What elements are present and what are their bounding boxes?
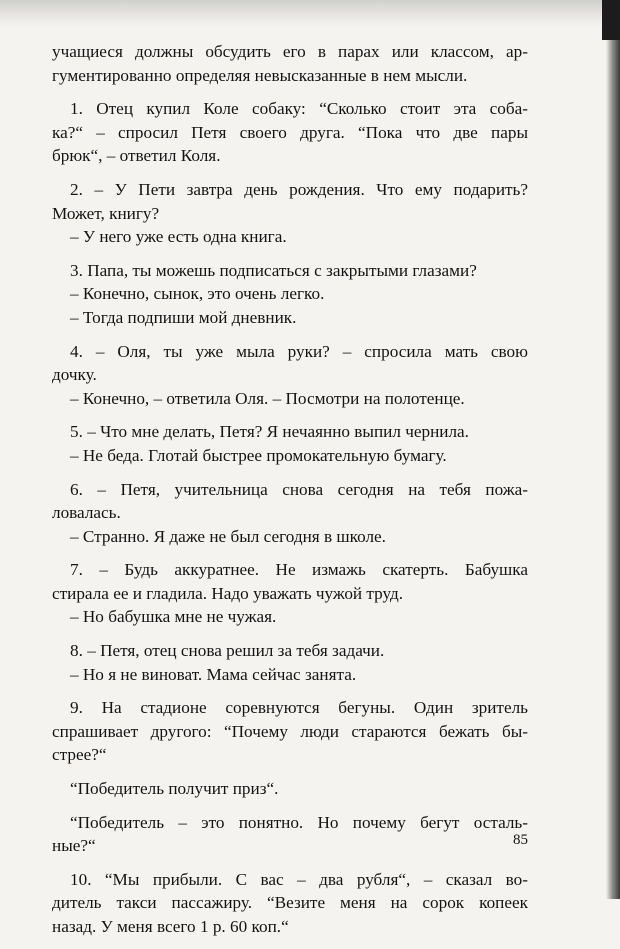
text-line: 9. На стадионе соревнуются бегуны. Один зритель: [70, 698, 528, 718]
dialogue-item: [52, 259, 528, 330]
text-line: спрашивает другого: “Почему люди стараются бежать бы-: [52, 721, 528, 741]
intro-paragraph: [52, 40, 528, 87]
dialogue-item: [52, 558, 528, 629]
text-line: 5. – Что мне делать, Петя? Я нечаянно выпил чернила.: [70, 422, 469, 442]
text-line: ка?“ – спросил Петя своего друга. “Пока что две пары: [52, 122, 528, 142]
dialogue-item: [52, 811, 528, 858]
text-line: Может, книгу?: [52, 203, 160, 223]
text-line: 8. – Петя, отец снова решил за тебя задачи.: [70, 641, 385, 661]
text-line: стрее?“: [52, 745, 107, 765]
text-line: стирала ее и гладила. Надо уважать чужой труд.: [52, 583, 404, 603]
dialogue-item: [52, 639, 528, 686]
text-line: – Не беда. Глотай быстрее промокательную бумагу.: [70, 445, 447, 465]
dialogue-list: [52, 97, 528, 938]
text-line: назад. У меня всего 1 р. 60 коп.“: [52, 917, 289, 936]
text-line: “Победитель – это понятно. Но почему бегут осталь-: [70, 812, 528, 832]
text-line: 6. – Петя, учительница снова сегодня на тебя пожа-: [70, 479, 528, 499]
dialogue-item: [52, 478, 528, 549]
dialogue-item: [52, 420, 528, 467]
text-line: дитель такси пассажиру. “Везите меня на сорок копеек: [52, 893, 528, 913]
dialogue-item: [52, 696, 528, 767]
text-line: – У него уже есть одна книга.: [70, 227, 287, 247]
text-line: – Но я не виноват. Мама сейчас занята.: [70, 664, 357, 684]
text-line: учащиеся должны обсудить его в парах или классом, ар-: [52, 42, 528, 61]
page-content: [52, 40, 528, 949]
text-line: 7. – Будь аккуратнее. Не измажь скатерть. Бабушка: [70, 560, 528, 580]
scan-corner-shadow: [602, 0, 620, 40]
text-line: брюк“, – ответил Коля.: [52, 146, 221, 166]
text-line: – Странно. Я даже не был сегодня в школе.: [70, 526, 386, 546]
text-line: ловалась.: [52, 503, 121, 523]
text-line: 3. Папа, ты можешь подписаться с закрытыми глазами?: [70, 260, 477, 280]
dialogue-item: [52, 777, 528, 801]
dialogue-item: [52, 340, 528, 411]
text-line: 10. “Мы прибыли. С вас – два рубля“, – сказал во-: [70, 869, 528, 889]
scan-top-shadow: [0, 0, 620, 26]
text-line: ные?“: [52, 836, 96, 856]
text-line: 1. Отец купил Коле собаку: “Сколько стоит эта соба-: [70, 99, 528, 119]
text-line: – Конечно, – ответила Оля. – Посмотри на полотенце.: [70, 388, 465, 408]
page-number: 85: [513, 832, 528, 848]
text-line: 2. – У Пети завтра день рождения. Что ему подарить?: [70, 179, 528, 199]
text-line: – Но бабушка мне не чужая.: [70, 607, 277, 627]
text-line: дочку.: [52, 365, 97, 385]
text-line: 4. – Оля, ты уже мыла руки? – спросила мать свою: [70, 341, 528, 361]
text-line: гументированно определяя невысказанные в нем мысли.: [52, 65, 468, 85]
scan-right-edge: [606, 0, 620, 899]
text-line: – Тогда подпиши мой дневник.: [70, 307, 297, 327]
text-line: – Конечно, сынок, это очень легко.: [70, 284, 325, 304]
text-line: “Победитель получит приз“.: [70, 779, 279, 799]
dialogue-item: [52, 97, 528, 168]
dialogue-item: [52, 178, 528, 249]
dialogue-item: [52, 868, 528, 939]
